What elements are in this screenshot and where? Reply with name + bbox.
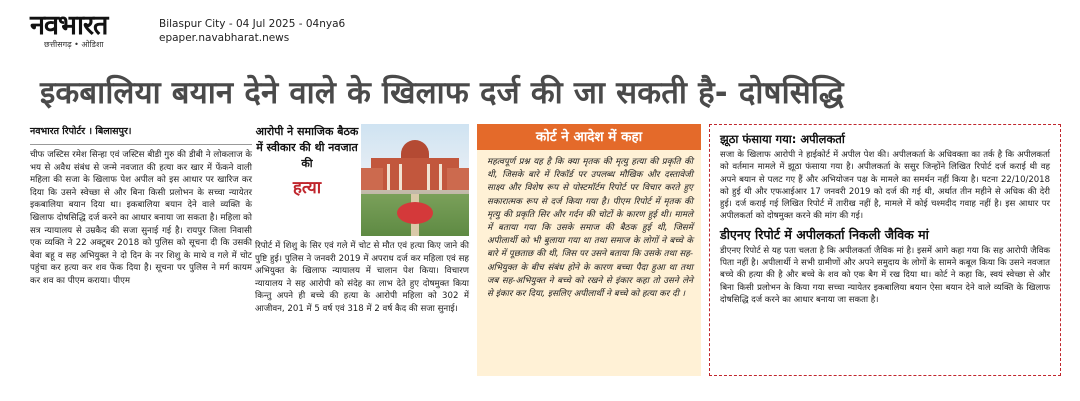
column-two-text: रिपोर्ट में शिशु के सिर एवं गले में चोट से मौत एवं हत्या किए जाने की पुष्टि हुई। पुलिस ने जनवरी 2019 में अपराध दर्ज कर महिला एवं सह अभियुक्त के खिलाफ न्यायालय में चालान पेश किया। विचारण न्यायालय ने सह आरोपी को संदेह का लाभ देते हुए दोषमुक्त किया किन्तु अपने ही बच्चे की हत्या के आरोपी महिला को 302 में आजीवन, 201 में 5 वर्ष एवं 318 में 2 वर्ष कैद की सजा सुनाई। [255, 241, 469, 314]
photo-column [399, 164, 402, 190]
pull-quote-keyword: हत्या [292, 178, 322, 198]
edition-info [159, 17, 345, 45]
photo-building [371, 158, 459, 190]
article-headline: इकबालिया बयान देने वाले के खिलाफ दर्ज की जा सकती है- दोषसिद्धि [40, 75, 844, 111]
high-court-photo [361, 124, 469, 236]
masthead [0, 0, 1080, 62]
headline-band [28, 66, 1058, 120]
pull-quote [255, 124, 359, 236]
column-one [30, 124, 252, 376]
photo-column [439, 164, 442, 190]
appellant-text: सजा के खिलाफ आरोपी ने हाईकोर्ट में अपील पेश की। अपीलकर्ता के अधिवक्ता का तर्क है कि अपीलकर्ता को वर्तमान मामले में झूठा फंसाया गया है। अपीलकर्ता के ससुर जिन्होंने लिखित रिपोर्ट दर्ज कराई थी वह अपने बयान से पलट गए हैं और अभियोजन पक्ष के मामले का समर्थन नहीं किया है। घटना 22/10/2018 को हुई थी और एफआईआर 17 जनवरी 2019 को दर्ज की गई थी, अर्थात तीन महीने से अधिक की देरी हुई। दर्ज कराई गई लिखित रिपोर्ट में तारीख नहीं है, मामले में कोई चश्मदीद गवाह नहीं है। इस आधार पर अपीलकर्ता को दोषमुक्त करने की मांग की गई। [720, 150, 1050, 222]
photo-flowerbed [397, 202, 433, 224]
photo-dome [401, 140, 429, 158]
logo-wordmark: नवभारत [30, 10, 108, 41]
dna-report-heading: डीएनए रिपोर्ट में अपीलकर्ता निकली जैविक मां [720, 226, 929, 242]
newspaper-logo[interactable] [30, 12, 146, 54]
court-order-box [477, 124, 701, 376]
photo-wing-right [447, 168, 469, 190]
column-two [255, 240, 469, 376]
photo-wing-left [361, 168, 383, 190]
court-order-heading: कोर्ट ने आदेश में कहा [477, 124, 701, 150]
byline-divider [30, 144, 252, 145]
appellant-heading: झूठा फंसाया गया: अपीलकर्ता [720, 132, 845, 146]
photo-column [387, 164, 390, 190]
column-one-text: चीफ जस्टिस रमेश सिन्हा एवं जस्टिस बीडी गुरु की डीबी ने लोकलाज के भय से अवैध संबंध से जन्मे नवजात की हत्या कर खार में फेंकने वाली महिला की सजा के खिलाफ पेश अपील को इस आधार पर खारिज कर दिया कि उसने स्वेच्छा से और बिना किसी प्रलोभन के सच्चा न्यायेतर इकबालिया बयान दिया था। इकबालिया बयान देने वाले व्यक्ति के खिलाफ दोषसिद्धि दर्ज करने का आधार बनाया जा सकता है। महिला को सत्र न्यायालय से उम्रकैद की सजा सुनाई गई है। रायपुर जिला निवासी एक व्यक्ति ने 22 अक्टूबर 2018 को पुलिस को सूचना दी कि उसकी बेवा बहू व सह अभियुक्त ने दो दिन के नर शिशु के माथे व गले में चोट पहुंचा कर हत्या कर शव फेंक दिया है। सूचना पर पुलिस ने मर्ग कायम कर शव का पीएम कराया। पीएम [30, 150, 252, 286]
edition-line: Bilaspur City - 04 Jul 2025 - 04nya6 [159, 18, 346, 30]
byline: नवभारत रिपोर्टर । बिलासपुर। [30, 126, 132, 137]
dna-report-text: डीएनए रिपोर्ट से यह पता चलता है कि अपीलकर्ता जैविक मां है। इसमें आगे कहा गया कि सह आरोपी जैविक पिता नहीं है। अपीलार्थी ने सभी ग्रामीणों और अपने समुदाय के लोगों के सामने कबूल किया कि उसने नवजात बच्चे की हत्या की है और बच्चे के शव को एक बैग में रख दिया था। कोर्ट ने कहा कि, स्वयं स्वेच्छा से और बिना किसी प्रलोभन के किया गया सच्चा न्यायेतर इकबालिया बयान ऐसा बयान देने वाले व्यक्ति के खिलाफ दोषसिद्धि दर्ज करने का आधार बनाया जा सकता है। [720, 245, 1050, 305]
pull-quote-text: आरोपी ने समाजिक बैठक में स्वीकार की थी नवजात की [255, 125, 359, 170]
appellant-box [709, 124, 1061, 376]
epaper-url[interactable]: epaper.navabharat.news [159, 32, 290, 44]
court-order-text: महत्वपूर्ण प्रश्न यह है कि क्या मृतक की मृत्यु हत्या की प्रकृति की थी, जिसके बारे में रिकॉर्ड पर उपलब्ध मौखिक और दस्तावेजी साक्ष्य और विशेष रूप से पोस्टमॉर्टम रिपोर्ट पर विचार करते हुए सकारात्मक रूप से दर्ज किया गया है। पीएम रिपोर्ट में मृतक की मृत्यु की प्रकृति सिर और गर्दन की चोटों के कारण हुई थी। मामले में बताया गया कि उसके समाज की बैठक हुई थी, जिसमें अपीलार्थी को भी बुलाया गया था तथा समाज के लोगों ने बच्चे के बारे में पूछताछ की थी, जिस पर उसने बताया कि उसके तथा सह-अभियुक्त के बीच संबंध होने के कारण बच्चा पैदा हुआ था तथा जब सह-अभियुक्त ने बच्चे को रखने से इंकार कहा तो उसने लेने से इंकार कर दिया, इसलिए अपीलार्थी ने बच्चे को हत्या कर दी । [487, 157, 693, 300]
photo-column [427, 164, 430, 190]
logo-subtitle: छत्तीसगढ़ • ओडिशा [44, 40, 104, 49]
